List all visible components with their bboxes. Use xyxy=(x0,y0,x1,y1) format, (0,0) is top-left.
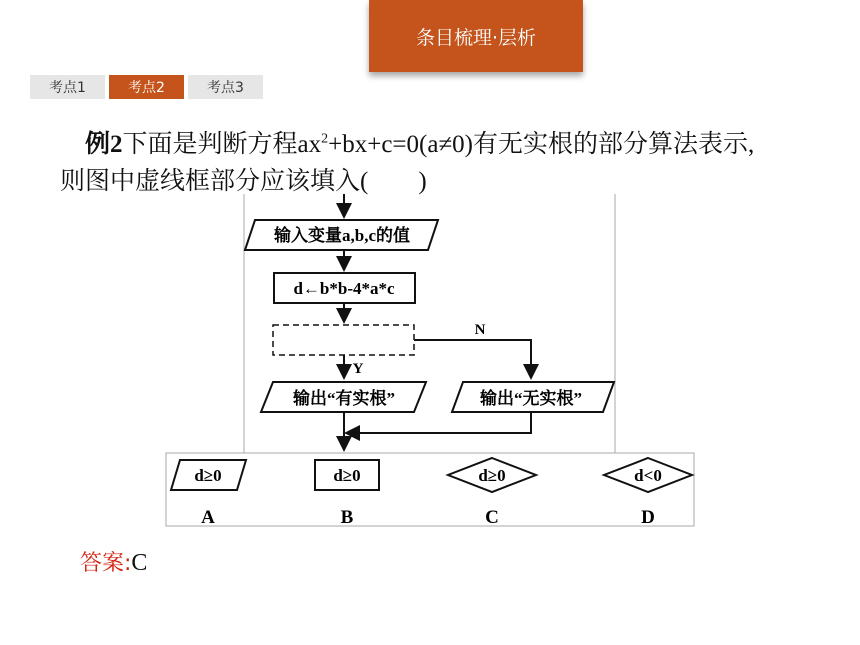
section-header-banner: 条目梳理·层析 xyxy=(369,0,583,72)
branch-yes-label: Y xyxy=(352,361,364,377)
option-c-letter: C xyxy=(485,507,499,528)
question-text-part2: +bx+c=0(a≠0)有无实根的部分算法表示, xyxy=(328,131,755,158)
option-a-letter: A xyxy=(201,507,215,528)
output-yes-label: 输出“有实根” xyxy=(293,389,395,408)
answer-value: C xyxy=(131,550,148,576)
option-d-text: d<0 xyxy=(634,466,662,485)
question-superscript: 2 xyxy=(321,131,329,147)
answer-label: 答案: xyxy=(80,551,132,576)
input-box-label: 输入变量a,b,c的值 xyxy=(274,226,410,245)
process-box-label: d←b*b-4*a*c xyxy=(293,279,395,298)
output-no-label: 输出“无实根” xyxy=(480,389,582,408)
arrow-no-branch xyxy=(414,340,531,378)
option-b-text: d≥0 xyxy=(333,466,361,485)
tab-topic-3[interactable]: 考点3 xyxy=(188,75,263,99)
answer-line xyxy=(80,546,147,577)
branch-no-label: N xyxy=(474,322,486,338)
option-d-letter: D xyxy=(641,507,655,528)
question-text-line2: 则图中虚线框部分应该填入( ) xyxy=(60,168,427,195)
tab-topic-2[interactable]: 考点2 xyxy=(109,75,184,99)
option-a-text: d≥0 xyxy=(194,466,222,485)
option-b-letter: B xyxy=(340,507,354,528)
arrow-no-merge xyxy=(346,412,531,433)
option-c-text: d≥0 xyxy=(478,466,506,485)
tab-topic-1[interactable]: 考点1 xyxy=(30,75,105,99)
question-label: 例2 xyxy=(85,131,123,158)
blank-dashed-box xyxy=(273,325,414,355)
question-text-part1: 下面是判断方程ax xyxy=(122,131,322,158)
